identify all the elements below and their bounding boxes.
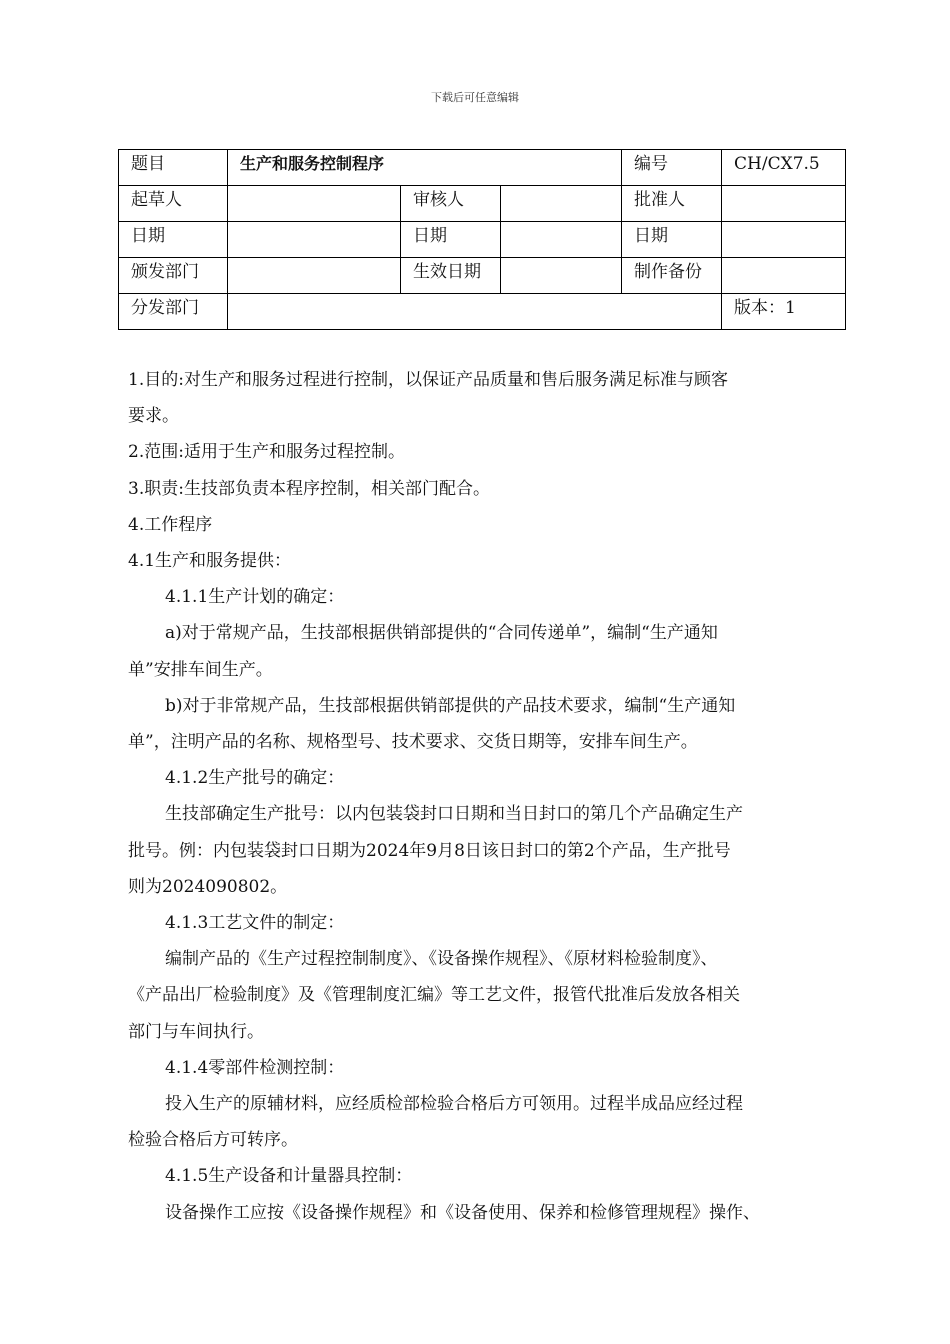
issue-dept-label: 颁发部门	[119, 258, 228, 294]
body-line: 《产品出厂检验制度》及《管理制度汇编》等工艺文件，报管代批准后发放各相关	[128, 985, 740, 1006]
body-line: 生技部确定生产批号：以内包装袋封口日期和当日封口的第几个产品确定生产	[165, 804, 743, 825]
table-row	[119, 150, 846, 186]
code-label: 编号	[622, 150, 722, 186]
body-line: 1.目的:对生产和服务过程进行控制，以保证产品质量和售后服务满足标准与顾客	[128, 370, 728, 390]
approver-value	[722, 186, 846, 222]
version-text: 版本：1	[722, 294, 846, 330]
body-line: 4.1.4零部件检测控制：	[165, 1057, 345, 1078]
body-line: a)对于常规产品，生技部根据供销部提供的“合同传递单”，编制“生产通知	[165, 623, 718, 644]
drafter-label: 起草人	[119, 186, 228, 222]
body-line: 要求。	[128, 406, 179, 427]
dist-dept-value	[228, 294, 722, 330]
body-line: 部门与车间执行。	[128, 1021, 264, 1042]
date-value	[228, 222, 401, 258]
body-line: 检验合格后方可转序。	[128, 1130, 298, 1151]
drafter-value	[228, 186, 401, 222]
copies-value	[722, 258, 846, 294]
header-note: 下载后可任意编辑	[431, 91, 519, 104]
body-line: 编制产品的《生产过程控制制度》、《设备操作规程》、《原材料检验制度》、	[165, 949, 718, 970]
body-line: 批号。例：内包装袋封口日期为2024年9月8日该日封口的第2个产品，生产批号	[128, 840, 731, 861]
date-value	[501, 222, 622, 258]
table-row	[119, 222, 846, 258]
table-row	[119, 294, 846, 330]
body-line: 4.1生产和服务提供：	[128, 551, 292, 572]
document-title: 生产和服务控制程序	[228, 150, 622, 186]
body-line: b)对于非常规产品，生技部根据供销部提供的产品技术要求，编制“生产通知	[165, 695, 736, 716]
date-label: 日期	[622, 222, 722, 258]
body-line: 4.1.1生产计划的确定：	[165, 587, 345, 608]
effective-date-label: 生效日期	[401, 258, 501, 294]
code-value: CH/CX7.5	[722, 150, 846, 186]
reviewer-label: 审核人	[401, 186, 501, 222]
reviewer-value	[501, 186, 622, 222]
copies-label: 制作备份	[622, 258, 722, 294]
date-label: 日期	[401, 222, 501, 258]
effective-date-value	[501, 258, 622, 294]
document-body	[128, 362, 828, 1231]
date-value	[722, 222, 846, 258]
table-row	[119, 186, 846, 222]
title-label: 题目	[119, 150, 228, 186]
body-line: 4.工作程序	[128, 514, 213, 535]
body-line: 2.范围:适用于生产和服务过程控制。	[128, 442, 405, 463]
body-line: 投入生产的原辅材料，应经质检部检验合格后方可领用。过程半成品应经过程	[165, 1094, 743, 1115]
document-meta-table	[118, 149, 846, 330]
approver-label: 批准人	[622, 186, 722, 222]
body-line: 则为2024090802。	[128, 876, 288, 897]
body-line: 单”，注明产品的名称、规格型号、技术要求、交货日期等，安排车间生产。	[128, 732, 698, 753]
body-line: 3.职责:生技部负责本程序控制，相关部门配合。	[128, 478, 490, 499]
body-line: 4.1.2生产批号的确定：	[165, 768, 345, 789]
table-row	[119, 258, 846, 294]
dist-dept-label: 分发部门	[119, 294, 228, 330]
body-line: 4.1.3工艺文件的制定：	[165, 913, 345, 934]
date-label: 日期	[119, 222, 228, 258]
body-line: 单”安排车间生产。	[128, 659, 273, 680]
issue-dept-value	[228, 258, 401, 294]
body-line: 设备操作工应按《设备操作规程》和《设备使用、保养和检修管理规程》操作、	[165, 1202, 760, 1223]
body-line: 4.1.5生产设备和计量器具控制：	[165, 1166, 413, 1187]
